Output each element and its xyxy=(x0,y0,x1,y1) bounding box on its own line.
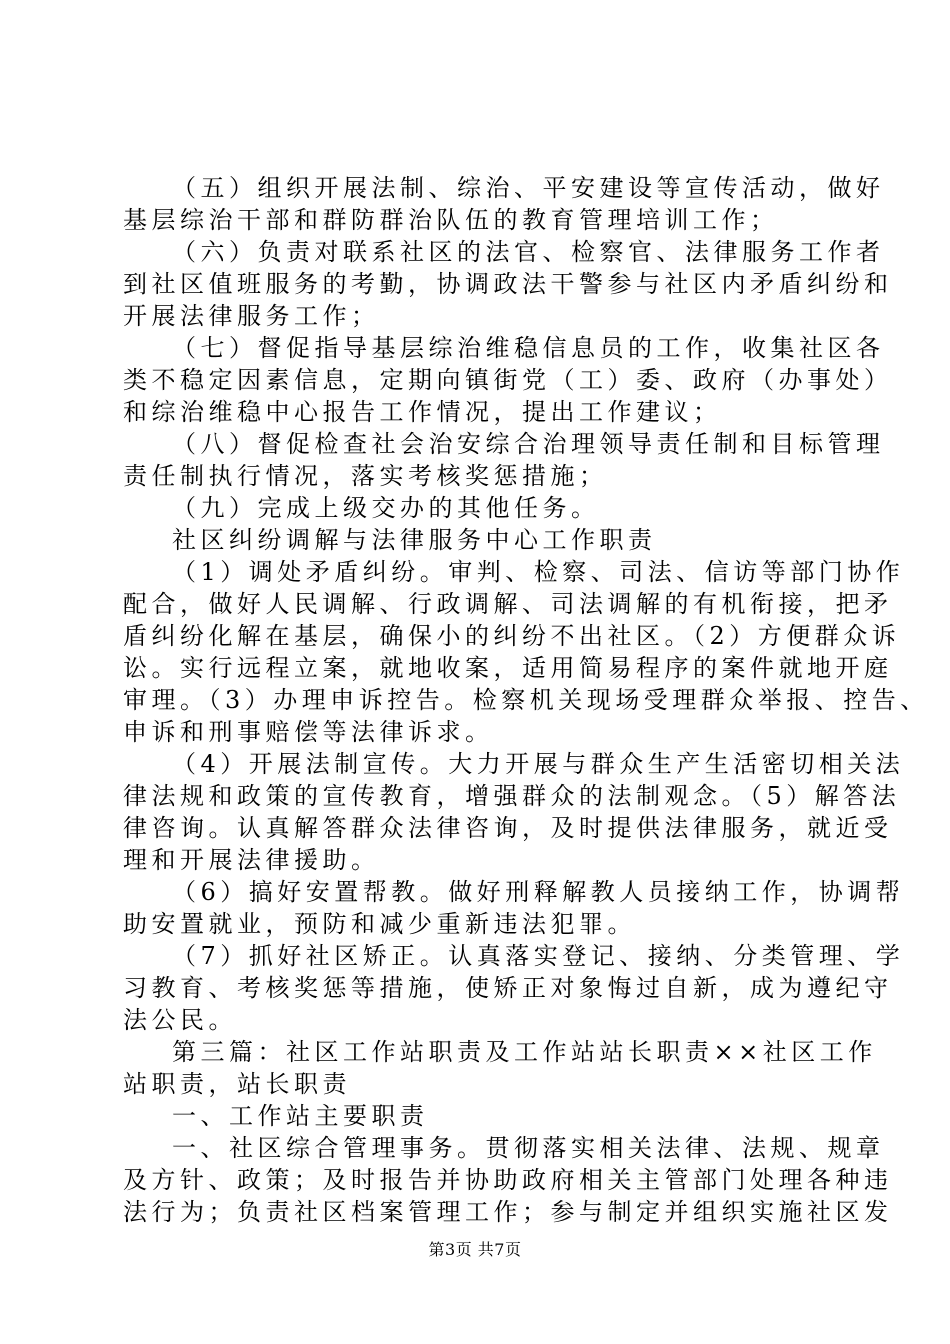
text-line: 法公民。 xyxy=(123,1006,237,1034)
text-line: （6）搞好安置帮教。做好刑释解教人员接纳工作，协调帮 xyxy=(172,878,905,906)
text-line: （五）组织开展法制、综治、平安建设等宣传活动，做好 xyxy=(172,174,885,202)
text-line: （六）负责对联系社区的法官、检察官、法律服务工作者 xyxy=(172,238,885,266)
text-line: 讼。实行远程立案，就地收案，适用简易程序的案件就地开庭 xyxy=(123,654,893,682)
text-line: 责任制执行情况，落实考核奖惩措施； xyxy=(123,462,608,490)
text-line: 习教育、考核奖惩等措施，使矫正对象悔过自新，成为遵纪守 xyxy=(123,974,893,1002)
text-line: 律咨询。认真解答群众法律咨询，及时提供法律服务，就近受 xyxy=(123,814,893,842)
text-line: 类不稳定因素信息，定期向镇街党（工）委、政府（办事处） xyxy=(123,366,893,394)
text-line: 开展法律服务工作； xyxy=(123,302,380,330)
page-number: 第3页 共7页 xyxy=(428,1240,522,1259)
text-line: （八）督促检查社会治安综合治理领导责任制和目标管理 xyxy=(172,430,885,458)
text-line: 理和开展法律援助。 xyxy=(123,846,380,874)
text-line: 助安置就业，预防和减少重新违法犯罪。 xyxy=(123,910,636,938)
section-heading: 社区纠纷调解与法律服务中心工作职责 xyxy=(172,526,657,554)
text-line: 到社区值班服务的考勤，协调政法干警参与社区内矛盾纠纷和 xyxy=(123,270,893,298)
section-heading: 一、工作站主要职责 xyxy=(172,1102,429,1130)
text-line: 盾纠纷化解在基层，确保小的纠纷不出社区。（2）方便群众诉 xyxy=(123,622,901,650)
text-line: （七）督促指导基层综治维稳信息员的工作，收集社区各 xyxy=(172,334,885,362)
text-line: （4）开展法制宣传。大力开展与群众生产生活密切相关法 xyxy=(172,750,905,778)
chapter-heading: 第三篇：社区工作站职责及工作站站长职责××社区工作 xyxy=(172,1038,877,1066)
text-line: 和综治维稳中心报告工作情况，提出工作建议； xyxy=(123,398,722,426)
text-line: 法行为；负责社区档案管理工作；参与制定并组织实施社区发 xyxy=(123,1198,893,1226)
text-line: （九）完成上级交办的其他任务。 xyxy=(172,494,600,522)
text-line: 申诉和刑事赔偿等法律诉求。 xyxy=(123,718,494,746)
text-line: 律法规和政策的宣传教育，增强群众的法制观念。（5）解答法 xyxy=(123,782,901,810)
text-line: 一、社区综合管理事务。贯彻落实相关法律、法规、规章 xyxy=(172,1134,885,1162)
text-line: 及方针、政策；及时报告并协助政府相关主管部门处理各种违 xyxy=(123,1166,893,1194)
text-line: （1）调处矛盾纠纷。审判、检察、司法、信访等部门协作 xyxy=(172,558,905,586)
text-line: 审理。（3）办理申诉控告。检察机关现场受理群众举报、控告、 xyxy=(123,686,929,714)
text-line: 基层综治干部和群防群治队伍的教育管理培训工作； xyxy=(123,206,779,234)
chapter-heading: 站职责，站长职责 xyxy=(123,1070,351,1098)
text-line: 配合，做好人民调解、行政调解、司法调解的有机衔接，把矛 xyxy=(123,590,893,618)
text-line: （7）抓好社区矫正。认真落实登记、接纳、分类管理、学 xyxy=(172,942,905,970)
